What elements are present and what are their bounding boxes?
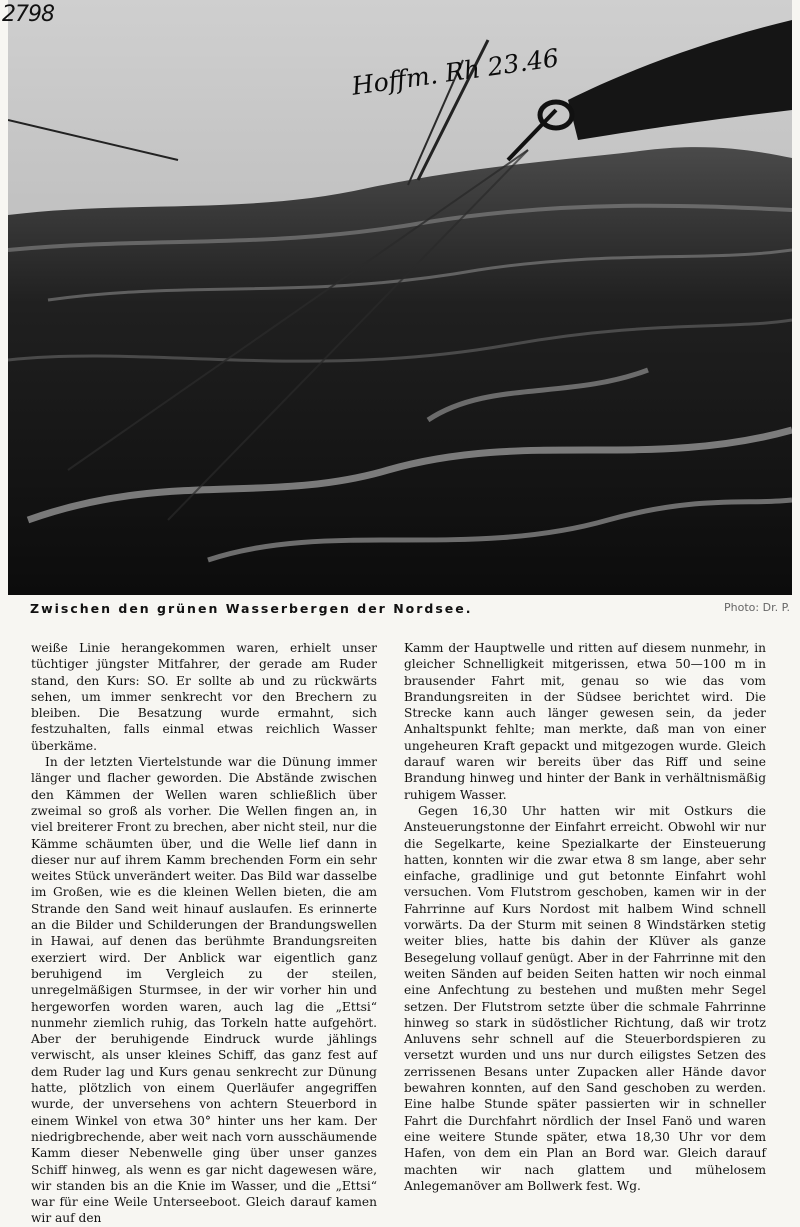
photo-credit: Photo: Dr. P.: [724, 601, 790, 614]
article-paragraph: Gegen 16,30 Uhr hatten wir mit Ostkurs die Ansteuerungstonne der Einfahrt erreicht. Obwohl wir nur die Segelkarte, keine Spezialkarte der Einsteuerung hatten, konnten wir die zwar etwa 8 sm lange, aber sehr einfache, gradlinige und gut betonnte Einfahrt wohl versuchen. Vom Flutstrom geschoben, kamen wir in der Fahrrinne auf Kurs Nordost mit halbem Wind schnell vorwärts. Da der Sturm mit seinen 8 Windstärken stetig weiter blies, hatte bis dahin der Klüver als ganze Besegelung vollauf genügt. Aber in der Fahrrinne mit den weiten Sänden auf beiden Seiten hatten wir noch einmal eine Anfechtung zu bestehen und mußten mehr Segel setzen. Der Flutstrom setzte über die schmale Fahrrinne hinweg so stark in südöstlicher Richtung, daß wir trotz Anluvens sehr schnell auf die Steuerbordspieren zu versetzt wurden und uns nur durch eiligstes Setzen des zerrissenen Besans unter Zupacken aller Hände davor bewahren konnten, auf den Sand geschoben zu werden. Eine halbe Stunde später passierten wir in schneller Fahrt die Durchfahrt nördlich der Insel Fanö und waren eine weitere Stunde später, etwa 18,30 Uhr vor dem Hafen, von dem ein Plan an Bord war. Gleich darauf machten wir nach glattem und mühelosem Anlegemanöver am Bollwerk fest. Wg.: [404, 803, 766, 1193]
article-column-left: [31, 640, 377, 1227]
article-paragraph: In der letzten Viertelstunde war die Dünung immer länger und flacher geworden. Die Abstände zwischen den Kämmen der Wellen waren schließlich über zweimal so groß als vorher. Die Wellen fingen an, in viel breiterer Front zu brechen, aber nicht steil, nur die Kämme schäumten über, und die Welle lief dann in dieser nur auf ihrem Kamm brechenden Form ein sehr weites Stück unverändert weiter. Das Bild war dasselbe im Großen, wie es die kleinen Wellen bieten, die am Strande den Sand weit hinauf auslaufen. Es erinnerte an die Bilder und Schilderungen der Brandungswellen in Hawai, auf denen das berühmte Brandungsreiten exerziert wird. Der Anblick war eigentlich ganz beruhigend im Vergleich zu der steilen, unregelmäßigen Sturmsee, in der wir vorher hin und hergeworfen worden waren, auch lag die „Ettsi“ nunmehr ziemlich ruhig, das Torkeln hatte aufgehört. Aber der beruhigende Eindruck wurde jählings verwischt, als unser kleines Schiff, das ganz fest auf dem Ruder lag und Kurs genau senkrecht zur Dünung hatte, plötzlich von einem Querläufer angegriffen wurde, der unversehens von achtern Steuerbord in einem Winkel von etwa 30° hinter uns her kam. Der niedrigbrechende, aber weit nach vorn ausschäumende Kamm dieser Nebenwelle ging über unser ganzes Schiff hinweg, als wenn es gar nicht dagewesen wäre, wir standen bis an die Knie im Wasser, und die „Ettsi“ war für eine Weile Unterseeboot. Gleich darauf kamen wir auf den: [31, 755, 377, 1226]
article-column-right: [404, 640, 766, 1194]
article-paragraph: weiße Linie herangekommen waren, erhielt unser tüchtiger jüngster Mitfahrer, der gerade am Ruder stand, den Kurs: SO. Er sollte ab und zu rückwärts sehen, um immer senkrecht vor den Brechern zu bleiben. Die Besatzung wurde ermahnt, sich festzuhalten, falls einmal etwas reichlich Wasser überkäme.: [31, 641, 377, 753]
photo-caption: Zwischen den grünen Wasserbergen der Nordsee.: [30, 601, 473, 616]
article-paragraph: Kamm der Hauptwelle und ritten auf diesem nunmehr, in gleicher Schnelligkeit mitgerissen, etwa 50—100 m in brausender Fahrt mit, genau so wie das vom Brandungsreiten in der Südsee berichtet wird. Die Strecke kann auch länger gewesen sein, da jeder Anhaltspunkt fehlte; man merkte, daß man von einer ungeheuren Kraft gepackt und mitgezogen wurde. Gleich darauf waren wir bereits über das Riff und seine Brandung hinweg und hinter der Bank in verhältnismäßig ruhigem Wasser.: [404, 641, 766, 802]
page-number: 2798: [2, 2, 54, 27]
handwritten-archive-mark: Hoffm. Rh 23.46: [349, 43, 561, 101]
